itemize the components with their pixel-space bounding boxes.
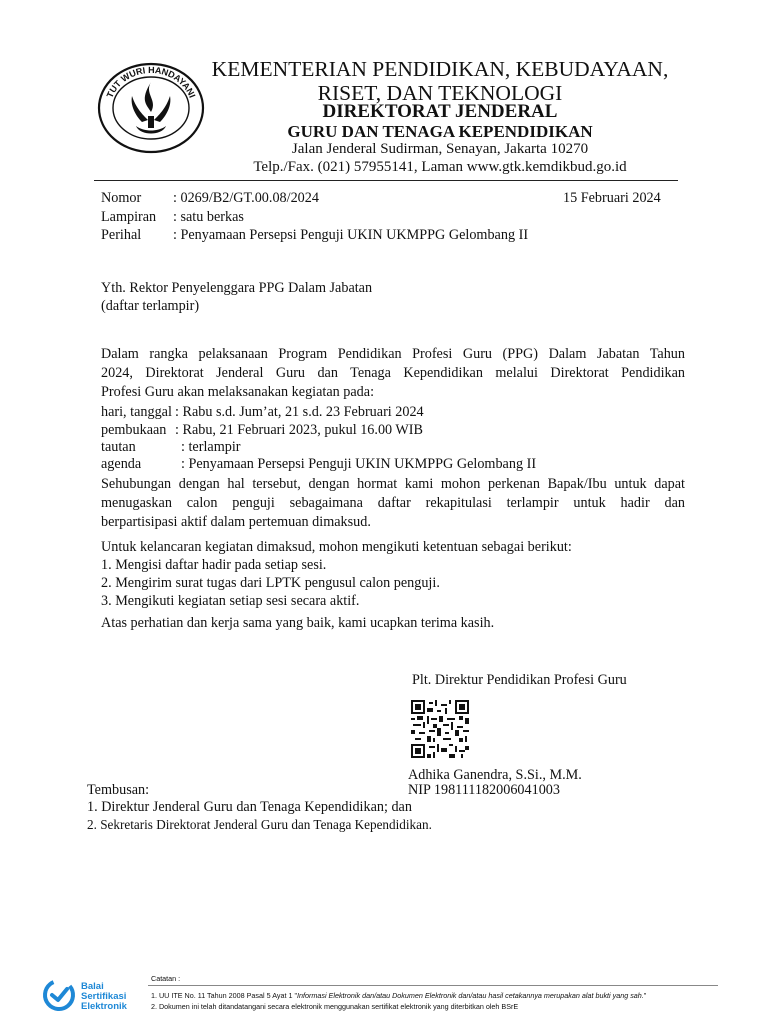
paragraph-request: [101, 475, 685, 532]
paragraph-intro-line: 2024, Direktorat Jenderal Guru dan Tenaga Kependidikan melalui Direktorat Pendidikan: [101, 365, 685, 381]
footer-note-1: [151, 991, 646, 1000]
detail-value: : terlampir: [181, 439, 241, 455]
svg-text:TUT WURI HANDAYANI: [105, 65, 198, 99]
detail-value: : Rabu s.d. Jum’at, 21 s.d. 23 Februari 2024: [175, 404, 424, 420]
paragraph-intro: [101, 345, 685, 402]
paragraph-intro-line: Dalam rangka pelaksanaan Program Pendidikan Profesi Guru (PPG) Dalam Jabatan Tahun: [101, 346, 685, 362]
lampiran-label: Lampiran: [101, 209, 157, 225]
paragraph-request-line: Sehubungan dengan hal tersebut, dengan hormat kami mohon perkenan Bapak/Ibu untuk dapat: [101, 476, 685, 492]
list-item: 1. Mengisi daftar hadir pada setiap sesi.: [101, 557, 327, 573]
paragraph-intro-line: Profesi Guru akan melaksanakan kegiatan pada:: [101, 384, 375, 400]
perihal-label: Perihal: [101, 227, 142, 243]
detail-label: tautan: [101, 439, 136, 455]
tut-wuri-handayani-logo: [96, 60, 206, 156]
signatory-title: Plt. Direktur Pendidikan Profesi Guru: [412, 672, 627, 688]
cc-label: Tembusan:: [87, 782, 150, 798]
nomor-value: : 0269/B2/GT.00.08/2024: [173, 190, 319, 206]
address-line: Jalan Jenderal Sudirman, Senayan, Jakarta 10270: [291, 141, 589, 157]
detail-label: agenda: [101, 456, 142, 472]
bse-name-line: Elektronik: [81, 1001, 127, 1012]
paragraph-request-line: menugaskan calon penguji sebagaimana daftar rekapitulasi terlampir untuk hadir dan: [101, 495, 685, 511]
nomor-label: Nomor: [101, 190, 142, 206]
list-item: 3. Mengikuti kegiatan setiap sesi secara aktif.: [101, 593, 360, 609]
signatory-nip: NIP 198111182006041003: [408, 782, 560, 798]
logo-motto: TUT WURI HANDAYANI: [104, 64, 198, 100]
detail-value: : Rabu, 21 Februari 2023, pukul 16.00 WIB: [175, 422, 423, 438]
recipient-line1: Yth. Rektor Penyelenggara PPG Dalam Jabatan: [101, 280, 373, 296]
bse-name-line: Balai: [81, 981, 104, 992]
cc-item: 1. Direktur Jenderal Guru dan Tenaga Kependidikan; dan: [87, 799, 412, 815]
cc-item: 2. Sekretaris Direktorat Jenderal Guru dan Tenaga Kependidikan.: [87, 817, 432, 832]
signatory-name: Adhika Ganendra, S.Si., M.M.: [408, 767, 582, 783]
detail-value: : Penyamaan Persepsi Penguji UKIN UKMPPG Gelombang II: [181, 456, 537, 472]
qr-code: [411, 700, 469, 758]
closing-sentence: Atas perhatian dan kerja sama yang baik, kami ucapkan terima kasih.: [101, 615, 495, 631]
recipient-line2: (daftar terlampir): [101, 298, 200, 314]
footer-catatan-label: Catatan :: [151, 974, 181, 983]
list-intro: Untuk kelancaran kegiatan dimaksud, mohon mengikuti ketentuan sebagai berikut:: [101, 539, 572, 555]
footer-note-1-suffix: ": [643, 991, 647, 1000]
perihal-value: : Penyamaan Persepsi Penguji UKIN UKMPPG Gelombang II: [173, 227, 529, 243]
directorate-line2: GURU DAN TENAGA KEPENDIDIKAN: [287, 122, 593, 141]
paragraph-request-line: berpartisipasi aktif dalam pertemuan dimaksud.: [101, 514, 371, 530]
footer-note-2: 2. Dokumen ini telah ditandatangani secara elektronik menggunakan sertifikat elektronik yang diterbitkan oleh BSrE: [151, 1002, 519, 1011]
list-item: 2. Mengirim surat tugas dari LPTK pengusul calon penguji.: [101, 575, 440, 591]
detail-label: pembukaan: [101, 422, 167, 438]
detail-label: hari, tanggal: [101, 404, 172, 420]
letter-date: 15 Februari 2024: [563, 190, 661, 206]
footer-note-1-quote: Informasi Elektronik dan/atau Dokumen Elektronik dan/atau hasil cetakannya merupakan alat bukti yang sah.: [297, 991, 644, 1000]
directorate-line1: DIREKTORAT JENDERAL: [322, 101, 558, 122]
footer-note-1-prefix: 1. UU ITE No. 11 Tahun 2008 Pasal 5 Ayat 1 ": [151, 991, 297, 1000]
ministry-name-line2: RISET, DAN TEKNOLOGI: [317, 81, 563, 105]
bse-name-line: Sertifikasi: [81, 991, 127, 1002]
contact-line: Telp./Fax. (021) 57955141, Laman www.gtk.kemdikbud.go.id: [253, 159, 627, 175]
footer-divider: [148, 985, 718, 986]
ministry-name-line1: KEMENTERIAN PENDIDIKAN, KEBUDAYAAN,: [211, 57, 669, 81]
lampiran-value: : satu berkas: [173, 209, 244, 225]
header-divider: [94, 180, 678, 181]
